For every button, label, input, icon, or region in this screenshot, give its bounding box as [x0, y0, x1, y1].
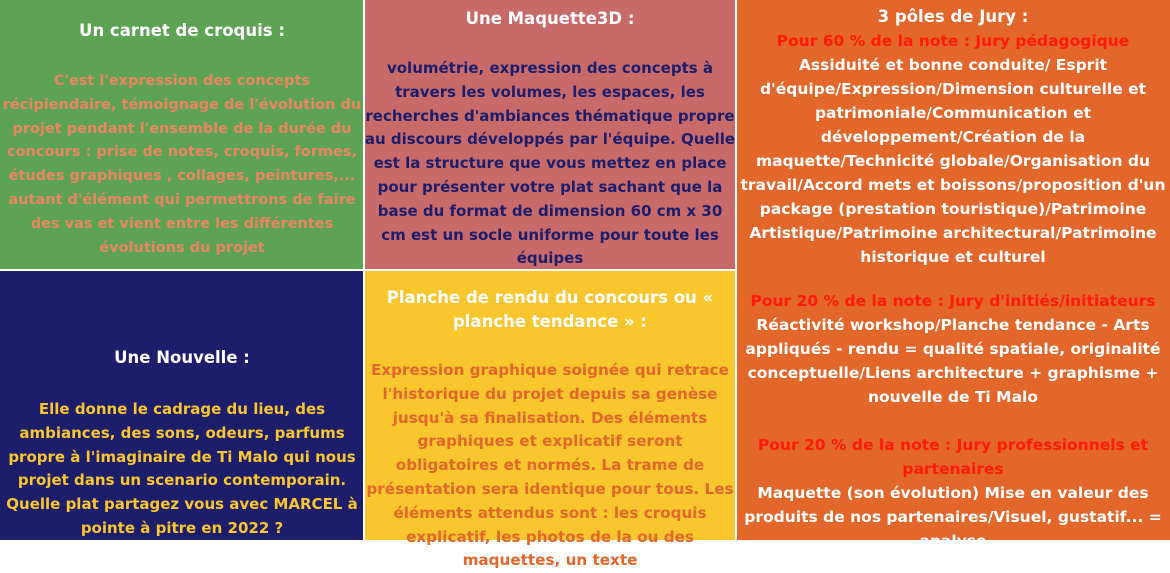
panel-title: 3 pôles de Jury : [877, 7, 1029, 26]
panel-body: Elle donne le cadrage du lieu, des ambiances, des sons, odeurs, parfums propre à l'imaginaire de Ti Malo qui nous projet dans un scenario contemporain. Quelle plat partagez vous avec MARCEL à pointe à pitre en 2022 ? [6, 400, 358, 537]
jury-group-professionnels [736, 433, 1170, 553]
jury-group-criteria: Réactivité workshop/Planche tendance - Arts appliqués - rendu = qualité spatiale, originalité conceptuelle/Liens architecture + graphisme + nouvelle de Ti Malo [745, 316, 1161, 406]
panel-title: Une Maquette3D : [465, 9, 635, 28]
jury-group-criteria: Assiduité et bonne conduite/ Esprit d'équipe/Expression/Dimension culturelle et patrimoniale/Communication et développement/Création de la maquette/Technicité globale/Organisation du travail/Accord mets et boissons/proposition d'un package (prestation touristique)/Patrimoine Artistique/Patrimoine architectural/Patrimoine historique et culturel [740, 56, 1166, 266]
panel-nouvelle [0, 270, 364, 540]
panel-jury [736, 0, 1170, 550]
panel-divider [0, 269, 736, 271]
panel-body: volumétrie, expression des concepts à travers les volumes, les espaces, les recherches d'ambiances thématique propre au discours développés par l'équipe. Quelle est la structure que vous mettez en place pour présenter votre plat sachant que la base du format de dimension 60 cm x 30 cm est un socle uniforme pour toute les équipes [364, 59, 736, 268]
panel-body: Expression graphique soignée qui retrace l'historique du projet depuis sa genèse jusqu'à sa finalisation. Des éléments graphiques et explicatif seront obligatoires et normés. La trame de présentation sera identique pour tous. Les éléments attendus sont : les croquis explicatif, les photos de la ou des maquettes, un texte [366, 361, 734, 570]
panel-maquette-3d [364, 0, 736, 270]
panel-title: Une Nouvelle : [114, 348, 250, 367]
jury-group-heading: Pour 60 % de la note : Jury pédagogique [776, 32, 1130, 50]
jury-group-heading: Pour 20 % de la note : Jury professionnels et partenaires [757, 436, 1149, 478]
panel-title: Planche de rendu du concours ou « planche tendance » : [386, 288, 714, 331]
panel-body: C'est l'expression des concepts récipiendaire, témoignage de l'évolution du projet pendant l'ensemble de la durée du concours : prise de notes, croquis, formes, études graphiques , collages, peintures,... autant d'élément qui permettrons de faire des vas et vient entre les différentes évolutions du projet [2, 73, 362, 256]
jury-group-inities [736, 289, 1170, 409]
jury-group-heading: Pour 20 % de la note : Jury d'initiés/initiateurs [750, 292, 1156, 310]
jury-group-criteria: Maquette (son évolution) Mise en valeur des produits de nos partenaires/Visuel, gustatif... = analyse [744, 484, 1162, 550]
panel-planche-tendance [364, 270, 736, 570]
jury-group-pedagogique [736, 29, 1170, 269]
panel-carnet-de-croquis [0, 0, 364, 270]
panel-title: Un carnet de croquis : [79, 21, 285, 40]
